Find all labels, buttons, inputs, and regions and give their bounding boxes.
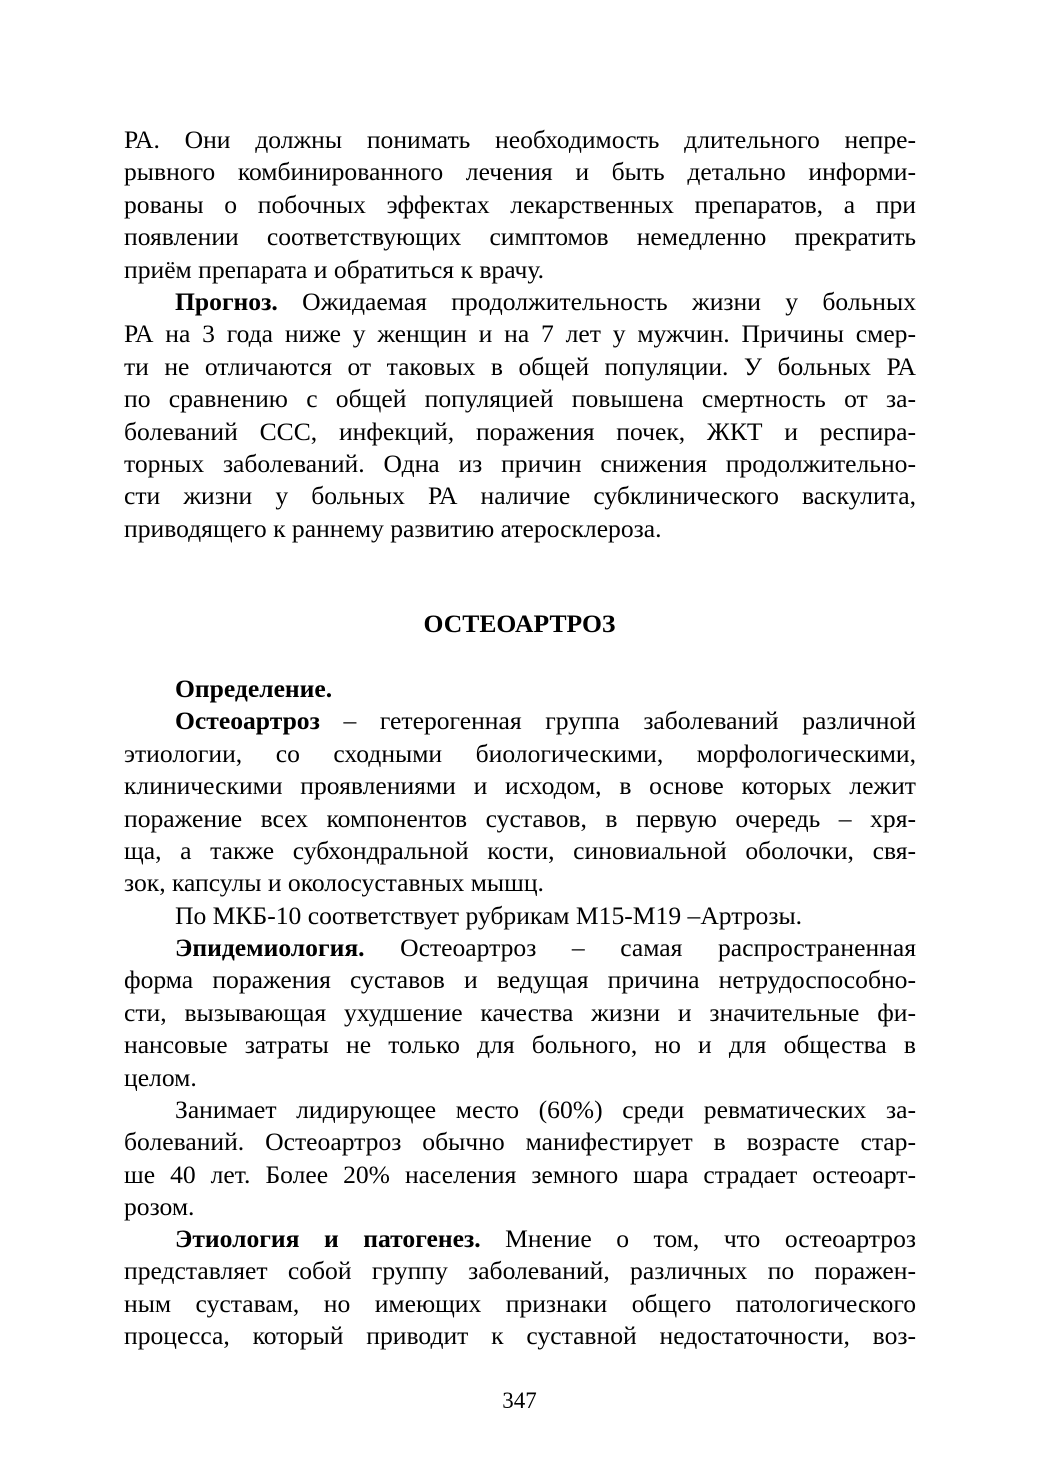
section-heading: ОСТЕОАРТРОЗ <box>423 609 616 638</box>
text-line: ше 40 лет. Более 20% населения земного шара страдает остеоарт- <box>124 1159 916 1189</box>
text-line: болеваний ССС, инфекций, поражения почек, ЖКТ и респира- <box>124 416 916 446</box>
paragraph-definition <box>124 673 916 932</box>
text-line: по сравнению с общей популяцией повышена смертность от за- <box>124 384 916 414</box>
text-line: Занимает лидирующее место (60%) среди ревматических за- <box>175 1095 916 1124</box>
text-line: клиническими проявлениями и исходом, в основе которых лежит <box>124 771 916 801</box>
text-line <box>124 1223 916 1255</box>
text-line: ным суставам, но имеющих признаки общего патологического <box>124 1288 916 1318</box>
definition-first-line: – гетерогенная группа заболеваний различной <box>319 706 916 736</box>
definition-label: Определение. <box>175 674 333 703</box>
text-line: рованы о побочных эффектах лекарственных препаратов, а при <box>124 189 916 219</box>
paragraph-continuation <box>124 124 916 286</box>
text-line: сти жизни у больных РА наличие субклинического васкулита, <box>124 481 916 511</box>
prognosis-label: Прогноз. <box>175 287 278 316</box>
text-line <box>124 705 916 737</box>
paragraph-prevalence <box>124 1094 916 1224</box>
text-line <box>124 932 916 964</box>
etiology-label: Этиология и патогенез. <box>175 1224 481 1253</box>
text-line: представляет собой группу заболеваний, различных по поражен- <box>124 1256 916 1286</box>
paragraph-epidemiology <box>124 932 916 1094</box>
paragraph-etiology <box>124 1223 916 1353</box>
text-line: нансовые затраты не только для больного, но и для общества в <box>124 1030 916 1060</box>
text-line <box>124 286 916 318</box>
page-number: 347 <box>502 1388 537 1413</box>
text-line: рывного комбинированного лечения и быть детально информи- <box>124 157 916 187</box>
text-line: приводящего к раннему развитию атеросклероза. <box>124 513 662 543</box>
text-line: РА. Они должны понимать необходимость длительного непре- <box>124 125 916 154</box>
etiology-first-line: Мнение о том, что остеоартроз <box>480 1224 916 1253</box>
text-line: процесса, который приводит к суставной недостаточности, воз- <box>124 1321 916 1351</box>
text-line: поражение всех компонентов суставов, в первую очередь – хря- <box>124 803 916 833</box>
prognosis-first-line: Ожидаемая продолжительность жизни у больных <box>277 287 916 316</box>
text-line: целом. <box>124 1062 197 1092</box>
paragraph-prognosis <box>124 286 916 545</box>
text-line: ща, а также субхондральной кости, синовиальной оболочки, свя- <box>124 835 916 865</box>
text-line: форма поражения суставов и ведущая причина нетрудоспособно- <box>124 965 916 995</box>
text-line: появлении соответствующих симптомов немедленно прекратить <box>124 222 916 252</box>
epidemiology-first-line: Остеоартроз – самая распространенная <box>364 933 916 962</box>
text-line: болеваний. Остеоартроз обычно манифестирует в возрасте стар- <box>124 1127 916 1157</box>
definition-term: Остеоартроз <box>175 706 320 736</box>
icd-line: По МКБ-10 соответствует рубрикам М15-М19 –Артрозы. <box>175 900 803 930</box>
text-line: этиологии, со сходными биологическими, морфологическими, <box>124 738 916 768</box>
text-line: сти, вызывающая ухудшение качества жизни и значительные фи- <box>124 997 916 1027</box>
text-line: ти не отличаются от таковых в общей популяции. У больных РА <box>124 351 916 381</box>
text-line: приём препарата и обратиться к врачу. <box>124 254 545 284</box>
text-line: зок, капсулы и околосуставных мышц. <box>124 868 544 898</box>
text-line: РА на 3 года ниже у женщин и на 7 лет у мужчин. Причины смер- <box>124 319 916 349</box>
text-line: розом. <box>124 1192 195 1222</box>
epidemiology-label: Эпидемиология. <box>175 933 365 962</box>
text-line: торных заболеваний. Одна из причин снижения продолжительно- <box>124 448 916 478</box>
